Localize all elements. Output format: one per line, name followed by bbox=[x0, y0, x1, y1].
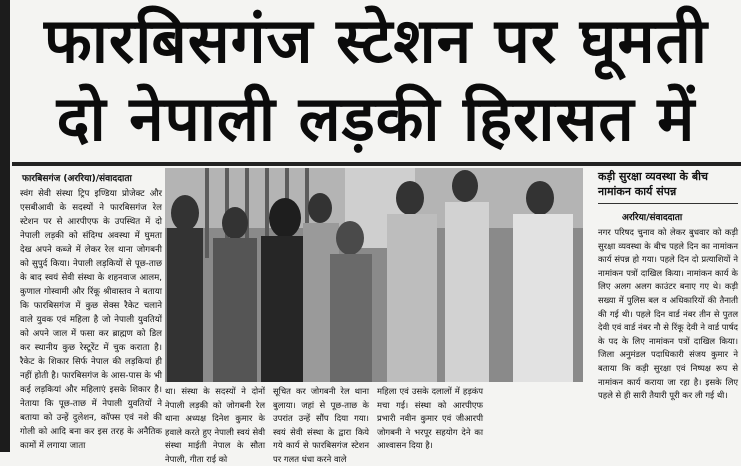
story-body-column-1: स्वंग सेवी संस्था ट्रिप इण्डिया प्रोजेक्ट और एसबीआवी के सदस्यों ने फारबिसगंज रेल स्टेशन पर से आरपीएफ के उपस्थित में दो नेपाली लड़की को संदिग्ध अवस्था में घुमता देख अपने कब्जे में लेकर रेल थाना जोगबनी को सुपुर्द किया। नेपाली लड़कियों से पूछ-ताछ के बाद स्वयं सेवी संस्था के शहनवाज आलम, कुणाल गोस्वामी और रिंकू श्रीवास्तव ने बताया कि फारबिसगंज में कुछ सेक्स रैकेट चलाने वाले युवक एवं महिला है जो नेपाली युवतियों को अपने जाल में फसा कर ब्राह्मण को डिल कर स्थानीय कुछ रेस्टूरेंट में चुक कराता है। रैकेट के शिकार सिर्फ नेपाल की लड़कियां ही नहीं होती है। फारबिसगंज के आस-पास के भी कई लड़कियां और महिलाएं इसके शिकार है। नेताया कि पूछ-ताछ में नेपाली युवतियों ने बताया को उन्हें दुलेशन, कॉफ्स एवं नशे की गोली को आदि बना कर इस तरह के अनैतिक कामों में लगाया जाता bbox=[20, 189, 162, 451]
side-story-title: कड़ी सुरक्षा व्यवस्था के बीच नामांकन कार्य संपन्न bbox=[598, 170, 708, 198]
side-story-dateline: अररिया/संवाददाता bbox=[622, 213, 683, 223]
story-body-column-4: महिला एवं उसके दलालों में हड़कंप मचा गई। संस्था को आरपीएफ प्रभारी नवीन कुमार एवं जीआरपी जोगबनी ने भरपूर सहयोग देने का आश्वासन दिया है। bbox=[377, 386, 483, 450]
side-story-rule bbox=[598, 203, 738, 204]
story-body-column-2: था। संस्था के सदस्यों ने दोनों नेपाली लड़की को जोगबनी रेल थाना अध्यक्ष दिनेश कुमार के हवाले करते हुए नेपाली स्वयं सेवी संस्था माईती नेपाल के सौता नेपाली, गीता राई को bbox=[165, 386, 265, 464]
headline-line-1: फारबिसगंज स्टेशन पर घूमती bbox=[44, 4, 708, 77]
story-body-column-3: सूचित कर जोगबनी रेल थाना बुलाया। जहां से पूछ-ताछ के उपरांत उन्हें सौंप दिया गया। स्वयं सेवी संस्था के द्वारा किये गये कार्य से फारबिसगंज स्टेशन पर गलत धंधा करने वाले bbox=[273, 386, 369, 464]
story-dateline: फारबिसगंज (अररिया)/संवाददाता bbox=[22, 174, 132, 184]
news-photo bbox=[165, 168, 583, 382]
page-edge-strip bbox=[0, 0, 10, 452]
headline-line-2: दो नेपाली लड़की हिरासत में bbox=[56, 82, 696, 155]
headline-rule bbox=[12, 162, 741, 166]
side-story-body: नगर परिषद चुनाव को लेकर बुधवार को कड़ी सुरक्षा व्यवस्था के बीच पहले दिन का नामांकन कार्य संपन्न हो गया। पहले दिन दो प्रत्याशियों ने नामांकन पत्रों दाखिल किया। नामांकन कार्य के लिए अलग अलग काउंटर बनाए गए थे। कड़ी सख्या में पुलिस बल व अधिकारियों की तैनाती की गई थी। पहले दिन वार्ड नंबर तीन से पुतल देवी एवं वार्ड नंबर नौ से रिंकू देवी ने वार्ड पार्षद के पद के लिए नामांकन पत्रों दाखिल किया। जिला अनुमंडल पदाधिकारी संजय कुमार ने बताया कि कड़ी सुरक्षा एवं निष्पक्ष रूप से नामांकन कार्य कराया जा रहा है। इसके लिए पहले से ही सारी तैयारी पूरी कर ली गई थी। bbox=[598, 227, 738, 401]
news-photo-image bbox=[165, 168, 583, 382]
headline bbox=[12, 2, 740, 158]
